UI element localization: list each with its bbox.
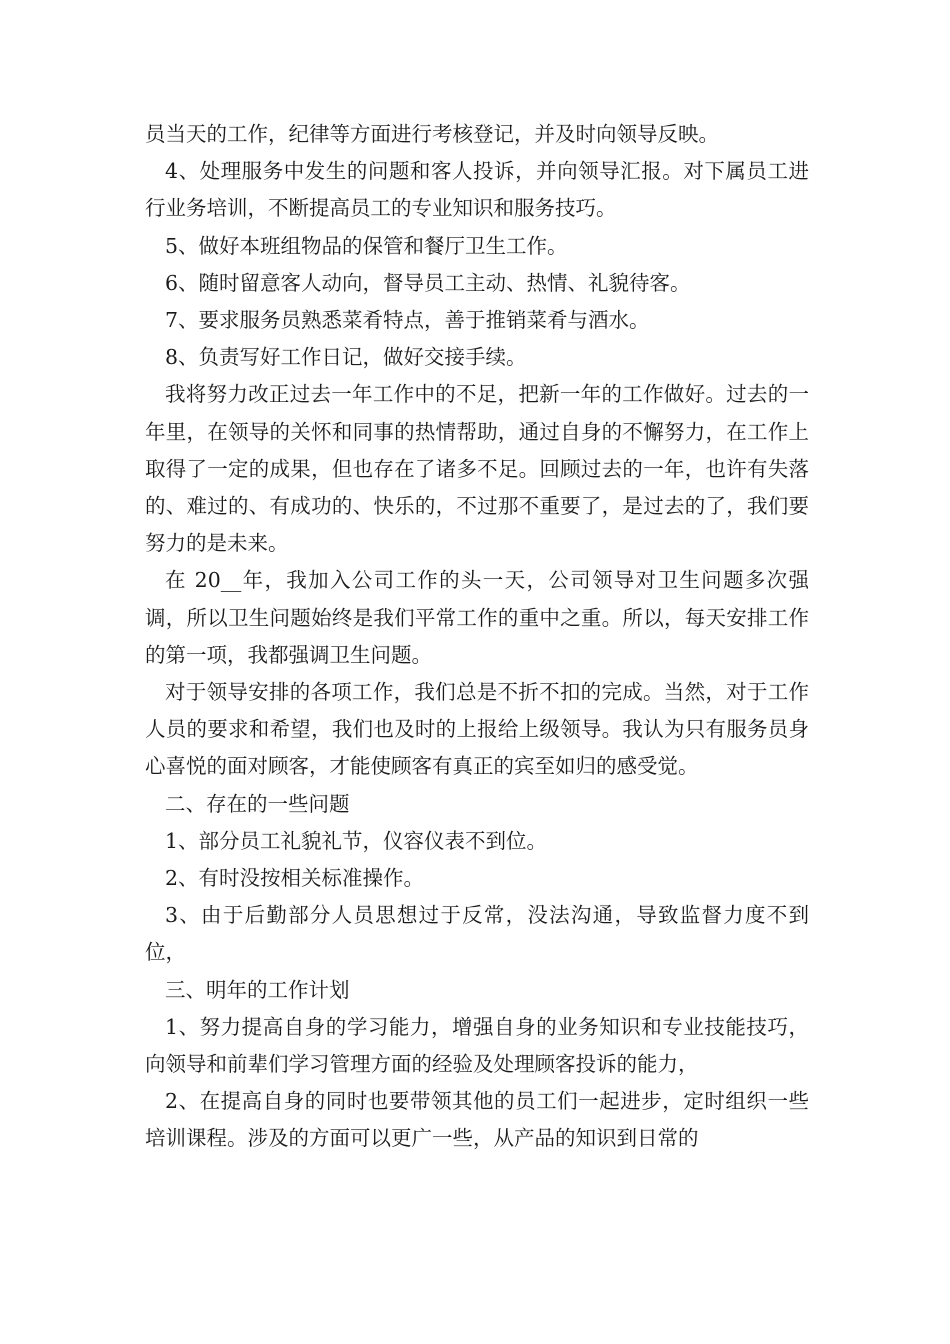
paragraph-continuation: 员当天的工作，纪律等方面进行考核登记，并及时向领导反映。 <box>145 122 719 146</box>
list-item-5: 5、做好本班组物品的保管和餐厅卫生工作。 <box>165 233 568 258</box>
section-heading-plan: 三、明年的工作计划 <box>165 977 350 1002</box>
plan-item-2: 2、在提高自身的同时也要带领其他的员工们一起进步，定时组织一些培训课程。涉及的方面可以更广一些，从产品的知识到日常的 <box>145 1089 809 1151</box>
list-item-8: 8、负责写好工作日记，做好交接手续。 <box>165 345 527 370</box>
paragraph-tasks: 对于领导安排的各项工作，我们总是不折不扣的完成。当然，对于工作人员的要求和希望，我们也及时的上报给上级领导。我认为只有服务员身心喜悦的面对顾客，才能使顾客有真正的宾至如归的感受觉。 <box>145 680 809 779</box>
plan-item-1: 1、努力提高自身的学习能力，增强自身的业务知识和专业技能技巧，向领导和前辈们学习管理方面的经验及处理顾客投诉的能力， <box>145 1014 809 1077</box>
paragraph-reflection: 我将努力改正过去一年工作中的不足，把新一年的工作做好。过去的一年里，在领导的关怀和同事的热情帮助，通过自身的不懈努力，在工作上取得了一定的成果，但也存在了诸多不足。回顾过去的一年，也许有失落的、难过的、有成功的、快乐的，不过那不重要了，是过去的了，我们要努力的是未来。 <box>145 382 809 556</box>
document-body <box>145 116 809 1158</box>
section-heading-problems: 二、存在的一些问题 <box>165 791 350 816</box>
list-item-6: 6、随时留意客人动向，督导员工主动、热情、礼貌待客。 <box>165 270 691 295</box>
problem-item-1: 1、部分员工礼貌礼节，仪容仪表不到位。 <box>165 828 548 853</box>
problem-item-2: 2、有时没按相关标准操作。 <box>165 866 425 891</box>
paragraph-hygiene: 在 20__年，我加入公司工作的头一天，公司领导对卫生问题多次强调，所以卫生问题始终是我们平常工作的重中之重。所以，每天安排工作的第一项，我都强调卫生问题。 <box>145 568 809 667</box>
list-item-4: 4、处理服务中发生的问题和客人投诉，并向领导汇报。对下属员工进行业务培训，不断提高员工的专业知识和服务技巧。 <box>145 159 809 221</box>
problem-item-3: 3、由于后勤部分人员思想过于反常，没法沟通，导致监督力度不到位， <box>145 903 809 965</box>
list-item-7: 7、要求服务员熟悉菜肴特点，善于推销菜肴与酒水。 <box>165 308 650 333</box>
